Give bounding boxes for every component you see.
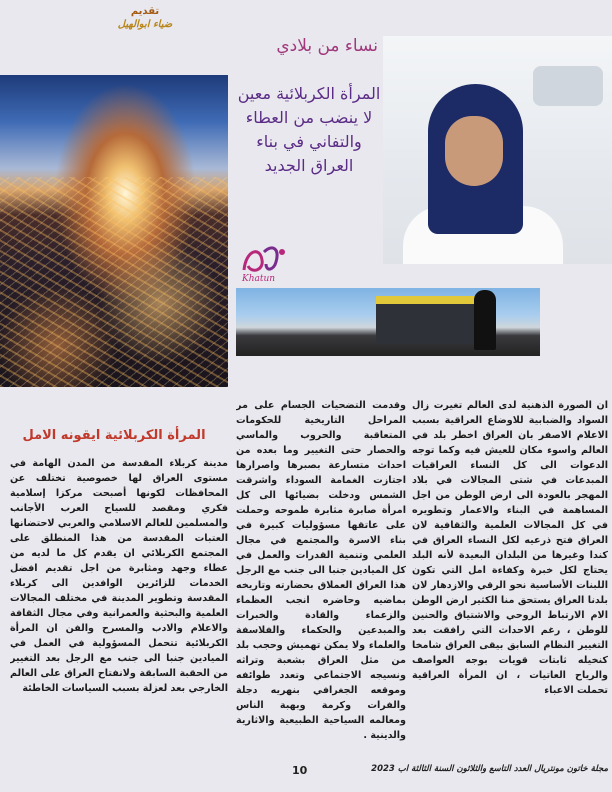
portrait-photo xyxy=(383,36,612,264)
road-paving-photo xyxy=(236,288,540,356)
city-lights xyxy=(0,177,228,387)
logo-text: Khatun xyxy=(242,274,276,284)
credit-label: تقديم xyxy=(130,6,160,17)
magazine-footer: مجلة خاتون مونتريال العدد التاسع والثلاثون السنة الثالثة اب 2023 xyxy=(371,764,608,774)
woman-figure xyxy=(474,290,496,350)
karbala-city-photo xyxy=(0,75,228,387)
page-number: 10 xyxy=(292,764,308,777)
khatun-logo xyxy=(236,240,296,284)
text-column-middle: وقدمت التضحيات الجسام على مر المراحل التاريخية للحكومات المتعاقبة والحروب والماسي والحصار حتى التغيير وما بعده من احداث متسارعة بصبرها واصرارها اجتازت الغمامة السوداء واشرقت الشمس ودخلت بضيائها الى كل امرأة صابرة مثابرة طموحه وحملت على عاتقها مسؤوليات كبيرة في بناء الاسرة والمجتمع في مجال العلمي وتنمية القدرات والعمل في كل الميادين جنبا الى جنب مع الرجل هذا العراق العملاق بحضارته وتاريخه بماضيه وحاضره انجب العظماء والزعماء والقادة والخبرات والمبدعين والحكماء والفلاسفة والعلماء ولا يمكن تهميش وحجب بلد من مثل العراق بشعبة وتراثه ونسيجه الاجتماعي وتعدد طوائفه وموقعه الجغرافي بنهريه دجلة والفرات وكرمة وبهبة الناس ومعالمه السياحية الطبيعية والاثارية والدينية . xyxy=(236,400,406,741)
article-headline: المرأة الكربلائية معين لا ينضب من العطاء والتفاني في بناء العراق الجديد xyxy=(237,84,381,175)
text-column-left: مدينة كربلاء المقدسة من المدن الهامة في مستوى العراق لها خصوصية تختلف عن المحافظات لكونها أصبحت مركزا إسلامية فكري ومقصد للسياح العرب الأجانب والمسلمين للعالم الاسلامي والعربي لاحتضانها العتبات المقدسة من هذا المنطلق على المجتمع الكربلائي ان يقدم كل ما لديه من عطاء وجهد ومثابرة من اجل تقديم افضل الخدمات للزائرين الوافدين الى كربلاء المقدسة وتطوير المدينة في مختلف المجالات العلمية والبحثية والعمرانية وفي مجال الثقافة والاعلام والادب والمسرح والفن ان المرأة الكربلائية تتحمل المسؤولية في العمل في الميادين جنبا الى جنب مع الرجل بعد التغيير من الحقبة السابقة ولانفتاح العراق على العالم الخارجي بعد لعزلة بسبب السياسات الخاطئة xyxy=(10,458,228,694)
paving-machine xyxy=(376,296,476,344)
article-heading: المرأة الكربلائية ايقونه الامل xyxy=(22,428,206,443)
dental-lamp xyxy=(533,66,603,106)
section-title: نساء من بلادي xyxy=(276,36,378,56)
credit-name: ضياء ابوالهيل xyxy=(117,19,173,30)
author-credit xyxy=(90,5,200,31)
face xyxy=(445,116,503,186)
text-column-right: ان الصورة الذهنية لدى العالم تغيرت زال السواد والضبابية للاوضاع العراقية بسبب الاعلام الاصفر بان العراق اخطر بلد في العالم واسوء مكان للعيش فيه وكما توجه الدعوات الى كل النساء العراقيات المبدعات في شتى المجالات في بلاد المهجر بالعودة الى ارض الوطن من اجل المساهمة في البناء والاعمار وتطويره في كل المجالات العلمية والثقافية لان العراق فتح ذرعيه لكل النساء العراق في كندا وغيرها من البلدان البعيدة لأنه البلد يحتاج لكل خبرة وكفاءة امل التي تكون اللبنات الأساسية نحو الرقي والازدهار لان بلدنا العراق يستحق منا الكثير ارض الوطن الام الارتباط الروحي والاشتياق والحنين للوطن ، رغم الاحداث التي رافقت بعد التغيير النظام السابق بيقى العراق شامخا كنخيله ثابتات قويات بوجه العواصف والرياح العاتيات ، ان المرأة العراقية تحملت الاعباء xyxy=(412,400,608,696)
